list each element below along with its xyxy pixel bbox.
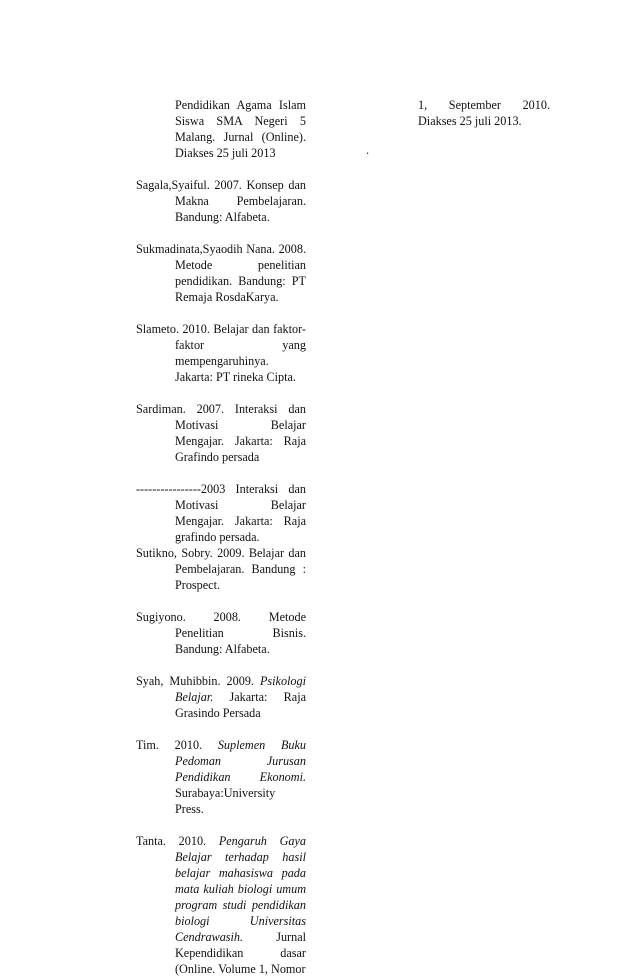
reference-detail: Jurnal Kependidikan dasar (Online. Volume 1, Nomor bbox=[175, 930, 306, 976]
reference-detail: Jakarta: Raja Grasindo Persada bbox=[175, 690, 306, 720]
reference-detail: Surabaya:University Press. bbox=[175, 786, 276, 816]
reference-entry bbox=[136, 401, 306, 465]
reference-list-right-column bbox=[418, 97, 550, 129]
reference-author: Sagala,Syaiful. 2007. Konsep dan bbox=[136, 178, 306, 192]
reference-author: Sukmadinata,Syaodih Nana. 2008. bbox=[136, 242, 306, 256]
reference-entry bbox=[136, 177, 306, 225]
reference-detail: Motivasi Belajar Mengajar. Jakarta: Raja Grafindo persada bbox=[175, 418, 306, 464]
reference-title: Psikologi bbox=[259, 674, 307, 688]
reference-title: Pengaruh Gaya bbox=[218, 834, 306, 848]
reference-author: Syah, Muhibbin. 2009. bbox=[136, 674, 254, 688]
reference-author: Slameto. 2010. Belajar dan faktor- bbox=[136, 322, 306, 336]
reference-entry bbox=[136, 545, 306, 593]
reference-detail: Metode penelitian pendidikan. Bandung: PT Remaja RosdaKarya. bbox=[175, 258, 306, 304]
reference-entry bbox=[136, 609, 306, 657]
reference-entry bbox=[136, 241, 306, 305]
reference-detail: Pembelajaran. Bandung : Prospect. bbox=[175, 562, 306, 592]
reference-entry bbox=[136, 321, 306, 385]
reference-entry bbox=[136, 737, 306, 817]
reference-list-left-column bbox=[136, 97, 306, 977]
reference-title: Belajar terhadap hasil belajar mahasiswa pada mata kuliah biologi umum program studi pendidikan biologi Universitas Cendrawasih. bbox=[175, 850, 306, 944]
stray-period-mark: . bbox=[366, 143, 370, 157]
reference-continuation bbox=[136, 97, 306, 161]
reference-author: Sardiman. 2007. Interaksi dan bbox=[136, 402, 306, 416]
reference-title: Pedoman Jurusan Pendidikan Ekonomi. bbox=[175, 754, 306, 784]
reference-author: Tanta. 2010. bbox=[136, 834, 207, 848]
reference-author: Tim. 2010. bbox=[136, 738, 203, 752]
reference-detail: Makna Pembelajaran. Bandung: Alfabeta. bbox=[175, 194, 306, 224]
reference-author: Sutikno, Sobry. 2009. Belajar dan bbox=[136, 546, 306, 560]
reference-continuation-text: Pendidikan Agama Islam Siswa SMA Negeri 5 Malang. Jurnal (Online). Diakses 25 juli 2013 bbox=[175, 98, 306, 160]
reference-title: Suplemen Buku bbox=[217, 738, 306, 752]
reference-detail: Motivasi Belajar Mengajar. Jakarta: Raja grafindo persada. bbox=[175, 498, 306, 544]
reference-continuation-line: 1, September 2010. bbox=[418, 98, 550, 112]
reference-author: ----------------2003 Interaksi dan bbox=[136, 482, 306, 496]
reference-title: Belajar. bbox=[175, 690, 214, 704]
reference-entry bbox=[136, 481, 306, 545]
reference-author: Sugiyono. 2008. Metode Penelitian bbox=[136, 610, 306, 640]
reference-entry bbox=[136, 673, 306, 721]
reference-continuation-line: Diakses 25 juli 2013. bbox=[418, 114, 522, 128]
reference-detail: faktor yang mempengaruhinya. Jakarta: PT rineka Cipta. bbox=[175, 338, 306, 384]
reference-entry bbox=[136, 833, 306, 977]
reference-detail: Bisnis. Bandung: Alfabeta. bbox=[175, 626, 306, 656]
